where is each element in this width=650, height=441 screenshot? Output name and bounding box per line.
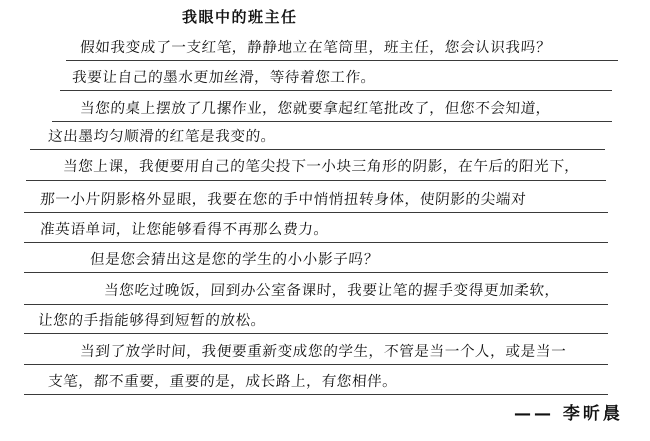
ruled-line <box>30 149 605 150</box>
essay-title: 我眼中的班主任 <box>182 8 298 26</box>
ruled-line <box>26 180 606 181</box>
ruled-line <box>66 60 618 61</box>
essay-line-11: 当到了放学时间，我便要重新变成您的学生，不管是当一个人，或是当一 <box>79 343 567 360</box>
essay-line-1: 假如我变成了一支红笔，静静地立在笔筒里，班主任，您会认识我吗？ <box>79 39 552 56</box>
ruled-line <box>60 90 612 91</box>
essay-line-3: 当您的桌上摆放了几摞作业，您就要拿起红笔批改了，但您不会知道， <box>79 100 552 117</box>
ruled-line <box>24 272 608 273</box>
ruled-line <box>24 242 608 243</box>
essay-line-10: 让您的手指能够得到短暂的放松。 <box>37 312 267 329</box>
ruled-line <box>24 364 608 365</box>
essay-line-6: 那一小片阴影格外显眼，我要在您的手中悄悄扭转身体，使阴影的尖端对 <box>39 191 527 208</box>
ruled-line <box>24 333 608 334</box>
essay-line-9: 当您吃过晚饭，回到办公室备课时，我要让笔的握手变得更加柔软， <box>103 282 561 299</box>
ruled-line <box>52 121 612 122</box>
ruled-line <box>24 304 608 305</box>
ruled-line <box>24 212 608 213</box>
essay-line-5: 当您上课，我便要用自己的笔尖投下一小块三角形的阴影，在午后的阳光下， <box>62 158 581 175</box>
essay-line-12: 支笔，都不重要，重要的是，成长路上，有您相伴。 <box>47 373 399 390</box>
ruled-line <box>24 394 608 395</box>
essay-line-8: 但是您会猜出这是您的学生的小小影子吗？ <box>89 251 380 268</box>
essay-line-4: 这出墨均匀顺滑的红笔是我变的。 <box>47 128 277 145</box>
author-signature: —— 李昕晨 <box>514 404 623 424</box>
essay-line-2: 我要让自己的墨水更加丝滑，等待着您工作。 <box>71 69 377 86</box>
essay-line-7: 准英语单词，让您能够看得不再那么费力。 <box>39 221 330 238</box>
